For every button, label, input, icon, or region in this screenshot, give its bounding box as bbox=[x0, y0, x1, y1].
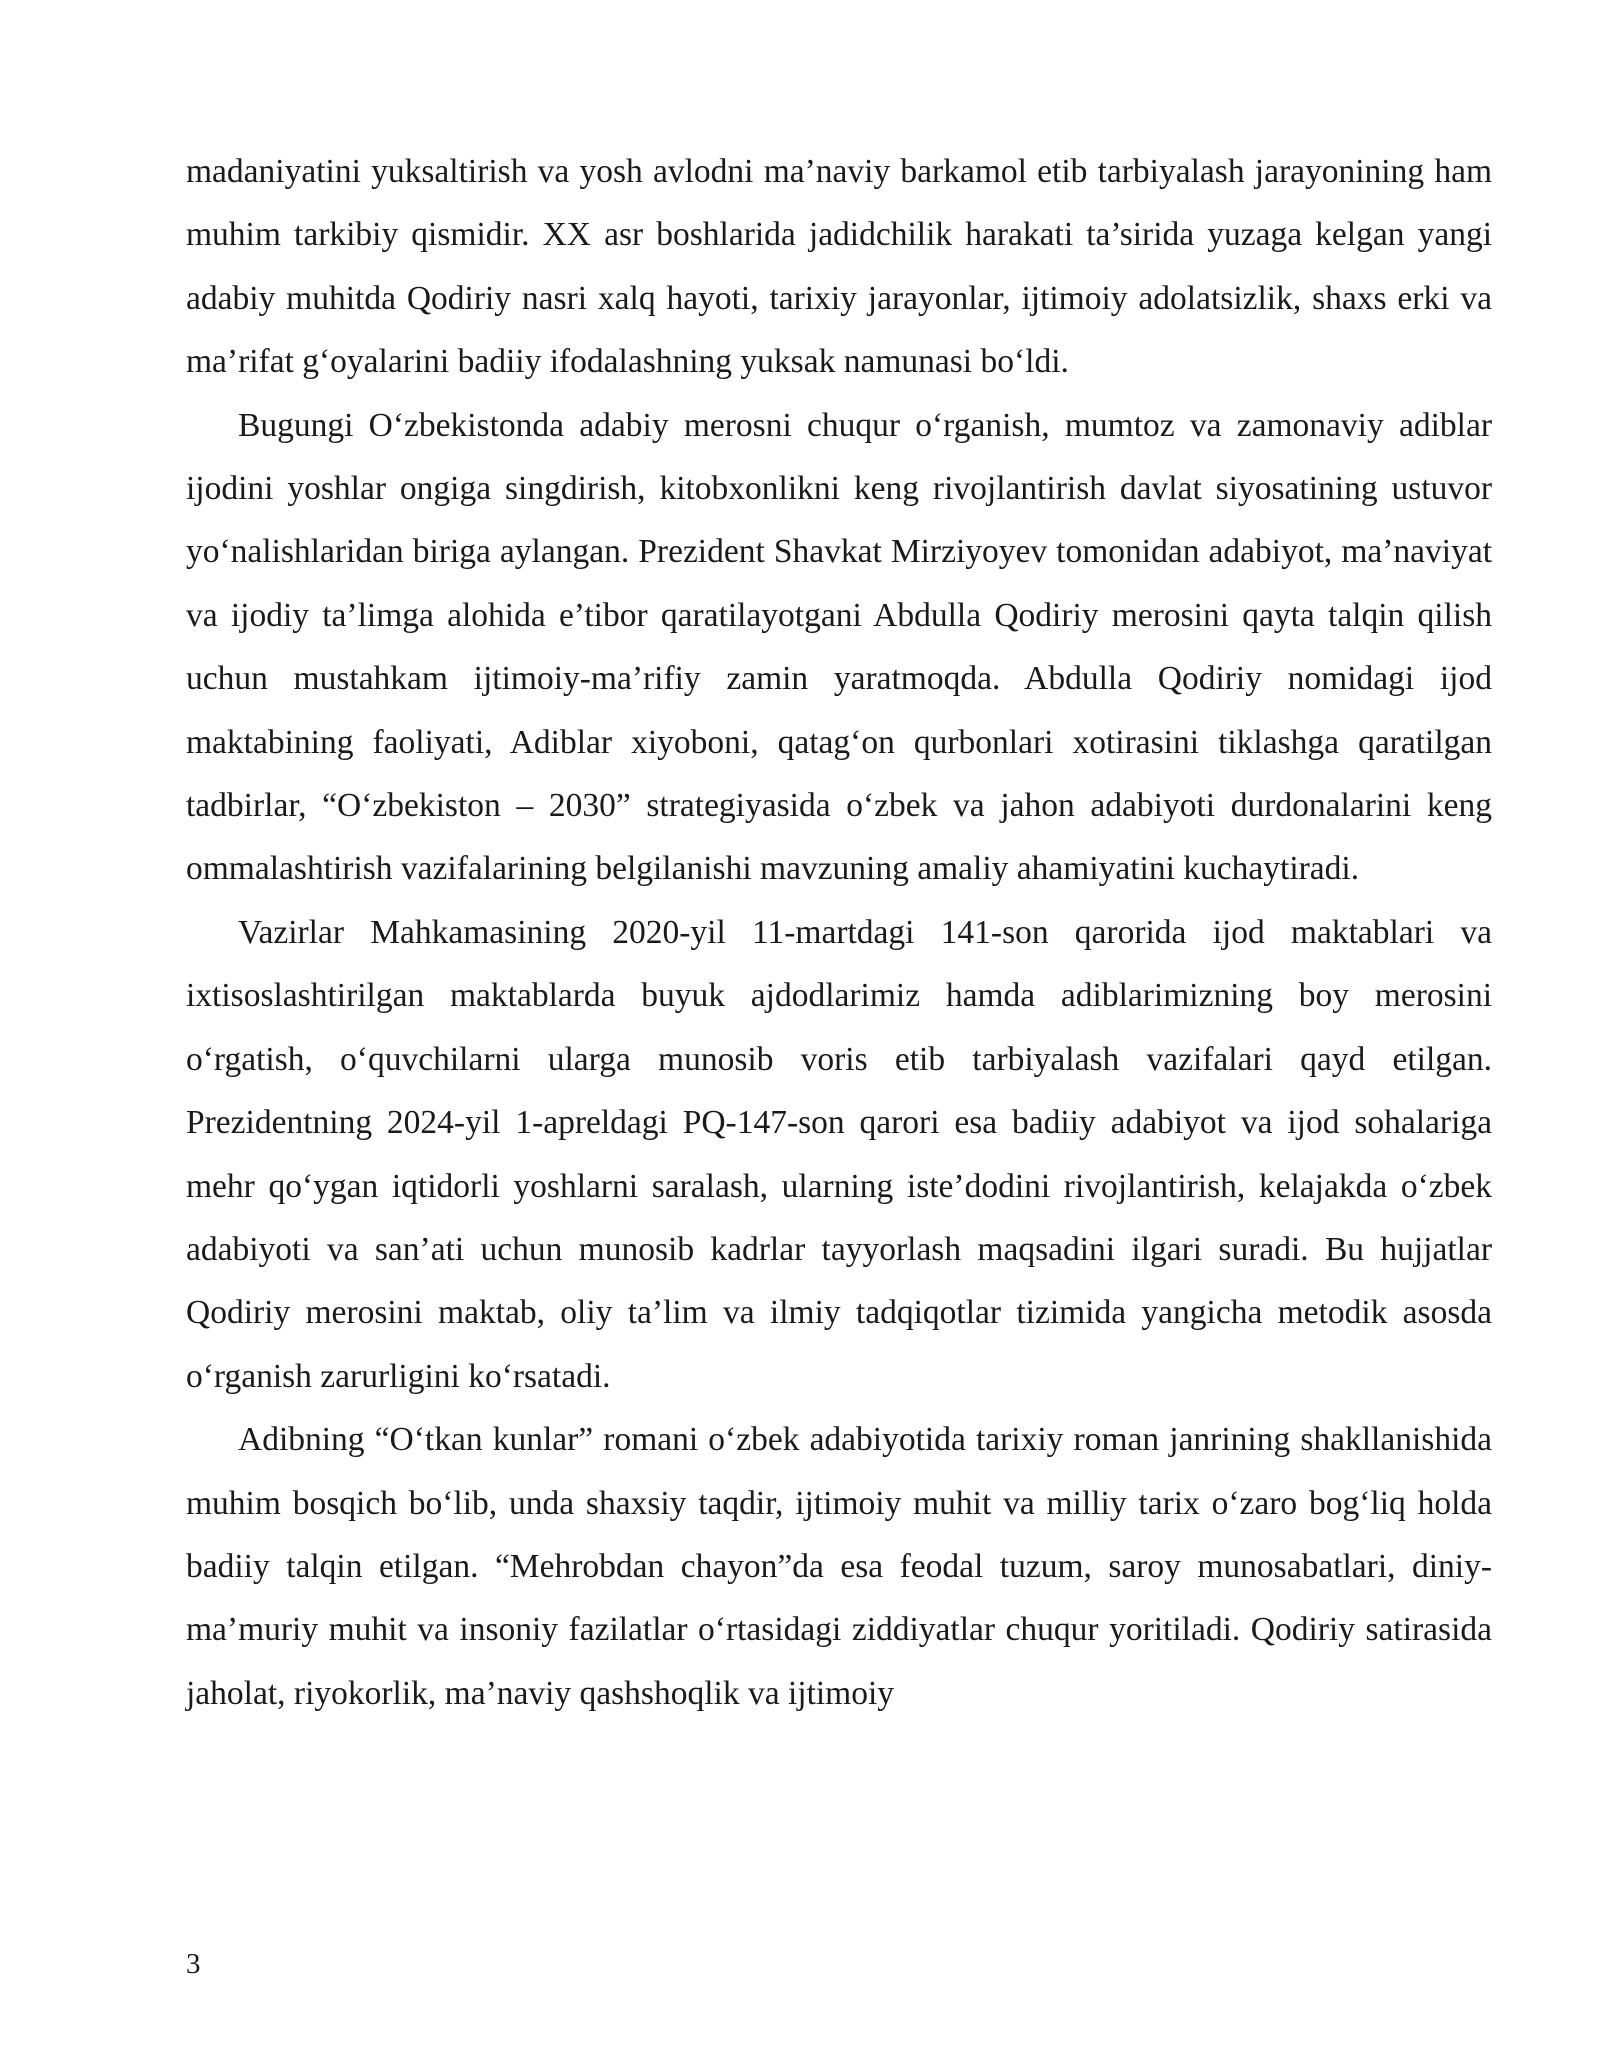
page-number: 3 bbox=[186, 1948, 201, 1980]
body-text bbox=[186, 140, 1492, 1725]
paragraph-1-continuation: madaniyatini yuksaltirish va yosh avlodni ma’naviy barkamol etib tarbiyalash jarayonining ham muhim tarkibiy qismidir. XX asr boshlarida jadidchilik harakati ta’sirida yuzaga kelgan yangi adabiy muhitda Qodiriy nasri xalq hayoti, tarixiy jarayonlar, ijtimoiy adolatsizlik, shaxs erki va ma’rifat g‘oyalarini badiiy ifodalashning yuksak namunasi bo‘ldi. bbox=[186, 153, 1492, 381]
paragraph-3: Vazirlar Mahkamasining 2020-yil 11-martdagi 141-son qarorida ijod maktablari va ixtisoslashtirilgan maktablarda buyuk ajdodlarimiz hamda adiblarimizning boy merosini o‘rgatish, o‘quvchilarni ularga munosib voris etib tarbiyalash vazifalari qayd etilgan. Prezidentning 2024-yil 1-apreldagi PQ-147-son qarori esa badiiy adabiyot va ijod sohalariga mehr qo‘ygan iqtidorli yoshlarni saralash, ularning iste’dodini rivojlantirish, kelajakda o‘zbek adabiyoti va san’ati uchun munosib kadrlar tayyorlash maqsadini ilgari suradi. Bu hujjatlar Qodiriy merosini maktab, oliy ta’lim va ilmiy tadqiqotlar tizimida yangicha metodik asosda o‘rganish zarurligini ko‘rsatadi. bbox=[186, 913, 1492, 1395]
paragraph-4: Adibning “O‘tkan kunlar” romani o‘zbek adabiyotida tarixiy roman janrining shakllanishida muhim bosqich bo‘lib, unda shaxsiy taqdir, ijtimoiy muhit va milliy tarix o‘zaro bog‘liq holda badiiy talqin etilgan. “Mehrobdan chayon”da esa feodal tuzum, saroy munosabatlari, diniy-ma’muriy muhit va insoniy fazilatlar o‘rtasidagi ziddiyatlar chuqur yoritiladi. Qodiriy satirasida jaholat, riyokorlik, ma’naviy qashshoqlik va ijtimoiy bbox=[186, 1421, 1492, 1712]
paragraph-2: Bugungi O‘zbekistonda adabiy merosni chuqur o‘rganish, mumtoz va zamonaviy adiblar ijodini yoshlar ongiga singdirish, kitobxonlikni keng rivojlantirish davlat siyosatining ustuvor yo‘nalishlaridan biriga aylangan. Prezident Shavkat Mirziyoyev tomonidan adabiyot, ma’naviyat va ijodiy ta’limga alohida e’tibor qaratilayotgani Abdulla Qodiriy merosini qayta talqin qilish uchun mustahkam ijtimoiy-ma’rifiy zamin yaratmoqda. Abdulla Qodiriy nomidagi ijod maktabining faoliyati, Adiblar xiyoboni, qatag‘on qurbonlari xotirasini tiklashga qaratilgan tadbirlar, “O‘zbekiston – 2030” strategiyasida o‘zbek va jahon adabiyoti durdonalarini keng ommalashtirish vazifalarining belgilanishi mavzuning amaliy ahamiyatini kuchaytiradi. bbox=[186, 406, 1492, 888]
